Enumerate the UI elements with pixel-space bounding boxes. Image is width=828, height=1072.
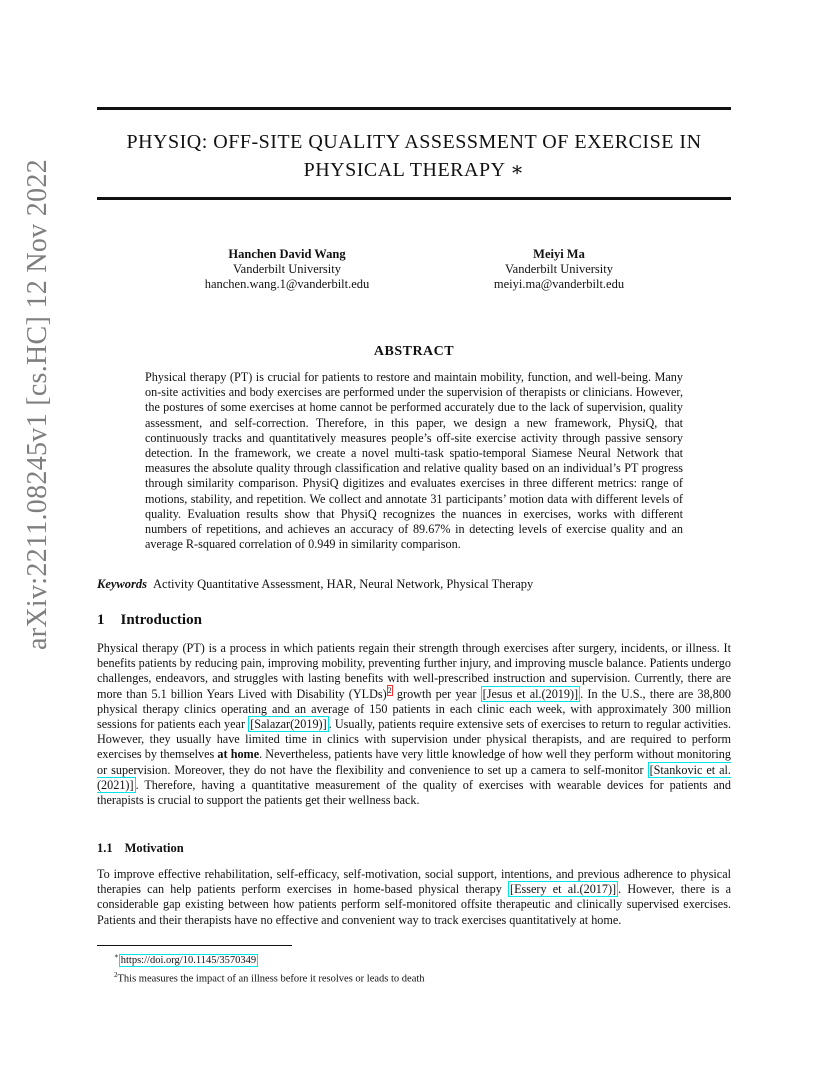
citation-link[interactable]: [Jesus et al.(2019)] bbox=[482, 686, 579, 701]
intro-paragraph bbox=[97, 641, 731, 808]
emphasis: at home bbox=[217, 747, 260, 762]
section-heading-introduction bbox=[97, 612, 202, 629]
paper-title bbox=[97, 128, 731, 184]
keywords bbox=[97, 577, 731, 592]
citation-link[interactable]: [Essery et al.(2017)] bbox=[510, 882, 617, 897]
text-run: . Therefore, having a quantitative measurement of the quality of exercises with wearable devices for patients and therapists is crucial to support the patients get their wellness back. bbox=[97, 777, 731, 808]
title-line-2: PHYSICAL THERAPY ∗ bbox=[303, 159, 525, 181]
author-name: Meiyi Ma bbox=[533, 247, 585, 261]
author-2 bbox=[459, 247, 659, 292]
author-email[interactable]: meiyi.ma@vanderbilt.edu bbox=[493, 277, 625, 291]
title-rule-bottom bbox=[97, 197, 731, 200]
text-run: . In the U.S., there are 38,800 physical therapy clinics operating and an average of 150 patients in each clinic each week, with approximately 300 million sessions for patients each year bbox=[97, 686, 732, 732]
author-affiliation: Vanderbilt University bbox=[505, 262, 613, 276]
author-1 bbox=[187, 247, 387, 292]
text-run: growth per year bbox=[392, 686, 481, 701]
keywords-label: Keywords bbox=[97, 577, 147, 591]
text-run: Physical therapy (PT) is a process in which patients regain their strength through exercises after surgery, incidents, or illness. It benefits patients by reducing pain, improving mobility, preventing further injury, and improving muscle balance. Patients undergo challenges, endeavors, and struggles with lasting benefits with well-prescribed instruction and supervision. Currently, there are more than 5.1 billion Years Lived with Disability (YLDs) bbox=[97, 641, 731, 701]
section-title: Introduction bbox=[120, 612, 202, 628]
text-run: . However, there is a considerable gap existing between how patients perform self-monitored offsite therapeutic and clinically supervised exercises. Patients and their therapists have no effective and convenient way to track exercises quantitatively at home. bbox=[97, 882, 732, 927]
text-run: . Usually, patients require extensive sets of exercises to return to regular activities. However, they usually have limited time in clinics with supervision under physical therapists, and are required to perform exercises by themselves bbox=[97, 717, 731, 762]
text-run: . Nevertheless, patients have very little knowledge of how well they perform without monitoring or supervision. Moreover, they do not have the flexibility and convenience to set up a camera to self-monitor bbox=[97, 747, 731, 777]
doi-link[interactable]: https://doi.org/10.1145/3570349 bbox=[120, 954, 257, 966]
footnote-mark: ∗ bbox=[114, 952, 119, 960]
footnote-link[interactable]: 2 bbox=[387, 685, 392, 695]
author-affiliation: Vanderbilt University bbox=[233, 262, 341, 276]
footnotes bbox=[114, 949, 425, 986]
keywords-text: Activity Quantitative Assessment, HAR, Neural Network, Physical Therapy bbox=[153, 577, 534, 591]
citation-link[interactable]: [Salazar(2019)] bbox=[250, 717, 327, 732]
subsection-title: Motivation bbox=[124, 841, 184, 855]
footnote-mark: 2 bbox=[114, 970, 118, 979]
abstract-heading: ABSTRACT bbox=[373, 344, 455, 359]
abstract-text: Physical therapy (PT) is crucial for patients to restore and maintain mobility, function, and well-being. Many on-site activities and body exercises are performed under the supervision of therapists or clinicians. However, the postures of some exercises at home cannot be performed accurately due to the lack of supervision, quality assessment, and self-correction. Therefore, in this paper, we design a new framework, PhysiQ, that continuously tracks and quantitatively measures people’s off-site exercise activity through passive sensory detection. In the framework, we create a novel multi-task spatio-temporal Siamese Neural Network that measures the absolute quality through classification and relative quality based on an individual’s PT progress through similarity comparison. PhysiQ digitizes and evaluates exercises in three different metrics: range of motions, stability, and repetition. We collect and annotate 31 participants’ motion data with different levels of quality. Evaluation results show that PhysiQ recognizes the nuances in exercises, works with different numbers of repetitions, and achieves an accuracy of 89.67% in detecting levels of exercise quality and an average R-squared correlation of 0.949 in similarity comparison. bbox=[145, 370, 683, 552]
footnote-1 bbox=[114, 949, 425, 968]
arxiv-identifier: arXiv:2211.08245v1 [cs.HC] 12 Nov 2022 bbox=[22, 159, 53, 650]
author-name: Hanchen David Wang bbox=[228, 247, 346, 261]
title-line-1: PHYSIQ: OFF-SITE QUALITY ASSESSMENT OF EXERCISE IN bbox=[126, 131, 702, 153]
subsection-heading-motivation bbox=[97, 841, 184, 856]
subsection-number: 1.1 bbox=[97, 841, 113, 855]
footnote-text: This measures the impact of an illness before it resolves or leads to death bbox=[117, 973, 425, 984]
title-rule-top bbox=[97, 107, 731, 110]
citation-link[interactable]: [Stankovic et al.(2021)] bbox=[97, 762, 731, 792]
footnote-rule bbox=[97, 945, 292, 946]
footnote-2 bbox=[114, 968, 425, 987]
author-email[interactable]: hanchen.wang.1@vanderbilt.edu bbox=[204, 277, 370, 291]
motivation-paragraph bbox=[97, 867, 731, 928]
section-number: 1 bbox=[97, 612, 105, 628]
text-run: To improve effective rehabilitation, self-efficacy, self-motivation, social support, intentions, and previous adherence to physical therapies can help patients perform exercises in home-based physical therapy bbox=[97, 867, 731, 897]
